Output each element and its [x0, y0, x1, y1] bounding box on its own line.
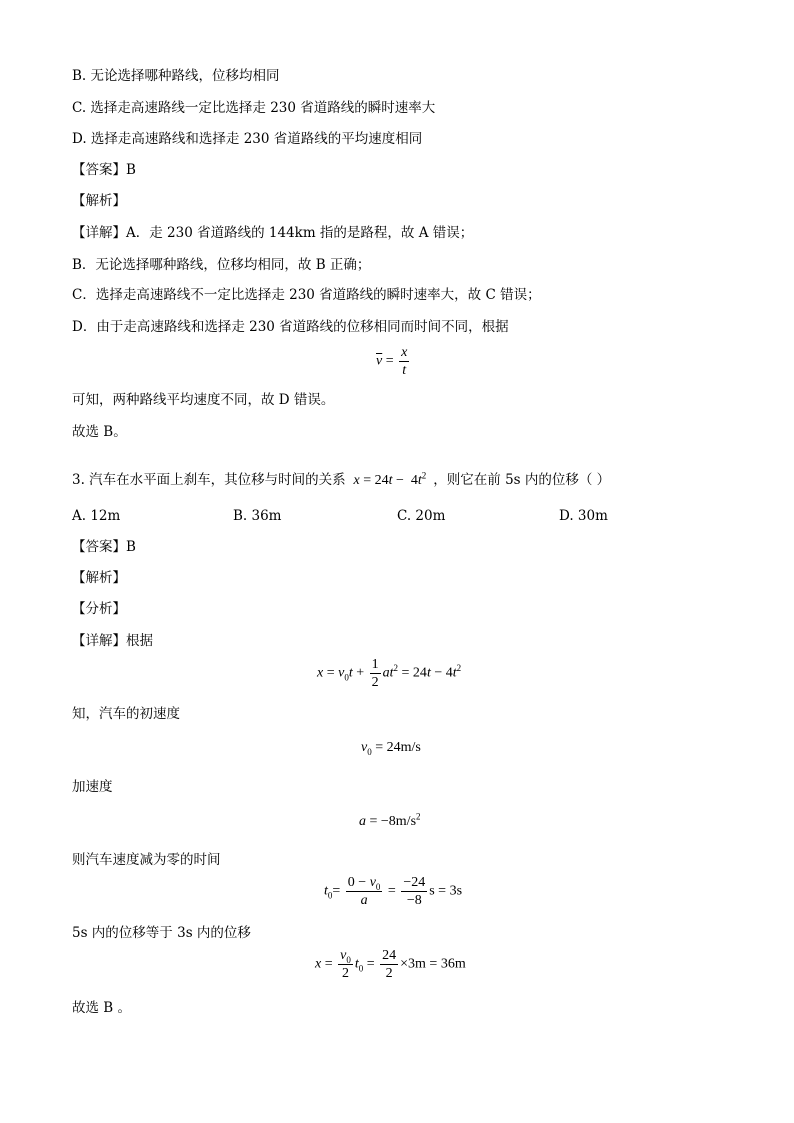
option-b: B. 36m	[233, 508, 282, 524]
choose-line-1: 故选 B。	[72, 424, 127, 440]
question-3	[72, 471, 610, 490]
option-a: A. 12m	[72, 508, 121, 524]
analysis-label-1: 【解析】	[72, 193, 126, 209]
equation-initial-velocity: $v_0 = 24m/s$	[361, 740, 421, 757]
answer-label-2: 【答案】B	[72, 539, 136, 555]
analysis-label-2: 【解析】	[72, 570, 126, 586]
detail-b-line: B．无论选择哪种路线，位移均相同，故 B 正确；	[72, 257, 371, 273]
equation-average-velocity: $\overline{v}$ = $\frac{x}{t}$	[376, 345, 408, 378]
detail-d-line: D．由于走高速路线和选择走 230 省道路线的位移相同而时间不同，根据	[72, 319, 509, 335]
conclusion-line-1: 可知，两种路线平均速度不同，故 D 错误。	[72, 392, 335, 408]
option-b-line: B. 无论选择哪种路线，位移均相同	[72, 68, 280, 84]
displacement-5s-intro: 5s 内的位移等于 3s 内的位移	[72, 925, 251, 941]
detail-c-line: C．选择走高速路线不一定比选择走 230 省道路线的瞬时速率大，故 C 错误；	[72, 287, 541, 303]
equation-final-displacement: x = $\frac{v_0}{2}$ $t_0$ = $\frac{24}{2}$ ×3m = 36m	[315, 948, 466, 981]
question-3-suffix: ，则它在前 5s 内的位移（ ）	[433, 472, 611, 488]
question-3-prefix: 3. 汽车在水平面上刹车，其位移与时间的关系	[72, 472, 346, 488]
option-c-line: C. 选择走高速路线一定比选择走 230 省道路线的瞬时速率大	[72, 100, 436, 116]
option-d: D. 30m	[559, 508, 608, 524]
option-d-line: D. 选择走高速路线和选择走 230 省道路线的平均速度相同	[72, 131, 423, 147]
choose-line-2: 故选 B 。	[72, 1000, 132, 1016]
equation-stop-time: $t_0=$ $\frac{0 - v_0}{a}$ = $\frac{-24}{-8}$ s = 3s	[324, 875, 463, 908]
fenxi-label: 【分析】	[72, 601, 126, 617]
option-c: C. 20m	[397, 508, 446, 524]
detail-label-2: 【详解】根据	[72, 633, 153, 649]
equation-displacement: $x = v_0t$ + $\frac{1}{2}$ $at^2 = 24t - 4t^2$	[317, 657, 462, 690]
time-zero-intro: 则汽车速度减为零的时间	[72, 852, 221, 868]
initial-velocity-intro: 知，汽车的初速度	[72, 706, 180, 722]
answer-label-1: 【答案】B	[72, 162, 136, 178]
equation-acceleration: $a = -8m/s^2$	[359, 811, 421, 829]
question-3-equation: $x = 24t - 4t^2$	[353, 470, 427, 488]
detail-a-line: 【详解】A．走 230 省道路线的 144km 指的是路程，故 A 错误；	[72, 225, 474, 241]
acceleration-intro: 加速度	[72, 779, 113, 795]
